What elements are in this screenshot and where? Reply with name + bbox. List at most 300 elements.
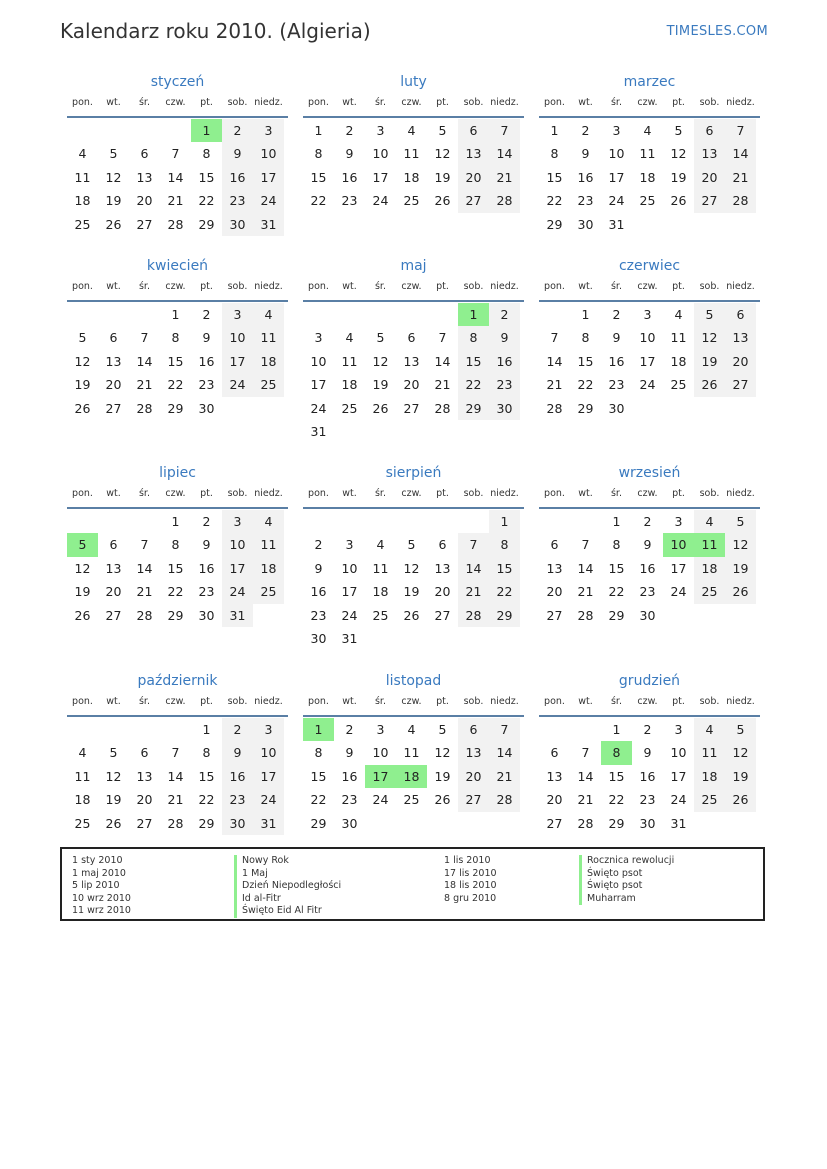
day-cell: 23 — [489, 373, 520, 396]
days-grid — [303, 718, 524, 835]
day-cell: 5 — [438, 123, 447, 138]
legend-holiday-name: Święto psot — [579, 880, 674, 893]
day-cell: 27 — [105, 400, 122, 416]
weekday-label: czw. — [637, 696, 658, 707]
holiday-day: 10 — [663, 533, 694, 556]
weekday-label: pt. — [200, 97, 213, 108]
day-cell: 19 — [694, 350, 725, 373]
day-cell: 26 — [725, 580, 756, 603]
day-cell: 27 — [136, 216, 153, 232]
day-cell: 22 — [458, 373, 489, 396]
day-cell: 8 — [314, 745, 323, 761]
day-cell: 13 — [725, 326, 756, 349]
day-cell: 25 — [403, 193, 420, 209]
month-6 — [539, 256, 760, 420]
day-cell: 21 — [136, 377, 153, 393]
empty-cell — [539, 718, 570, 741]
day-cell: 7 — [438, 330, 447, 346]
day-cell: 18 — [341, 377, 358, 393]
day-cell: 26 — [725, 788, 756, 811]
legend-dates-right — [444, 855, 497, 905]
weekday-label: pon. — [308, 696, 329, 707]
day-cell: 14 — [434, 353, 451, 369]
day-cell: 20 — [136, 193, 153, 209]
day-cell: 6 — [407, 330, 416, 346]
day-cell: 10 — [222, 533, 253, 556]
weekday-label: śr. — [610, 488, 622, 499]
day-cell: 24 — [372, 193, 389, 209]
day-cell: 3 — [376, 722, 385, 737]
day-cell: 21 — [434, 377, 451, 393]
holiday-day: 18 — [396, 765, 427, 788]
empty-cell — [129, 119, 160, 142]
day-cell: 8 — [550, 146, 559, 162]
days-grid — [67, 119, 288, 236]
days-grid — [67, 718, 288, 835]
day-cell: 12 — [74, 560, 91, 576]
day-cell: 23 — [639, 584, 656, 600]
empty-cell — [303, 510, 334, 533]
weekday-label: śr. — [138, 97, 150, 108]
day-cell: 10 — [670, 745, 687, 761]
day-cell: 24 — [639, 377, 656, 393]
day-cell: 26 — [670, 193, 687, 209]
day-cell: 19 — [434, 169, 451, 185]
empty-cell — [539, 303, 570, 326]
day-cell: 24 — [253, 189, 284, 212]
day-cell: 5 — [78, 330, 87, 346]
weekday-label: śr. — [374, 281, 386, 292]
day-cell: 11 — [403, 146, 420, 162]
day-cell: 25 — [74, 216, 91, 232]
day-cell: 28 — [167, 216, 184, 232]
day-cell: 30 — [608, 400, 625, 416]
day-cell: 23 — [341, 792, 358, 808]
day-cell: 17 — [341, 584, 358, 600]
weekday-label: niedz. — [726, 488, 755, 499]
day-cell: 11 — [341, 353, 358, 369]
day-cell: 29 — [458, 397, 489, 420]
day-cell: 22 — [310, 792, 327, 808]
days-grid — [303, 510, 524, 650]
day-cell: 19 — [670, 169, 687, 185]
days-grid — [539, 303, 760, 420]
day-cell: 9 — [202, 537, 211, 553]
weekday-label: pt. — [672, 281, 685, 292]
weekday-label: niedz. — [726, 696, 755, 707]
month-11 — [303, 671, 524, 835]
day-cell: 3 — [674, 722, 683, 737]
day-cell: 10 — [372, 745, 389, 761]
day-cell: 14 — [167, 768, 184, 784]
day-cell: 5 — [407, 537, 416, 553]
weekday-label: pon. — [308, 488, 329, 499]
weekday-header — [539, 280, 760, 302]
weekday-label: pon. — [544, 488, 565, 499]
day-cell: 10 — [253, 741, 284, 764]
empty-cell — [129, 718, 160, 741]
day-cell: 3 — [222, 303, 253, 326]
weekday-label: wt. — [342, 281, 357, 292]
day-cell: 4 — [407, 722, 416, 737]
weekday-label: niedz. — [490, 281, 519, 292]
day-cell: 25 — [670, 377, 687, 393]
day-cell: 17 — [253, 166, 284, 189]
page-title: Kalendarz roku 2010. (Algieria) — [60, 19, 371, 43]
month-name: styczeń — [150, 74, 205, 90]
day-cell: 7 — [458, 533, 489, 556]
weekday-label: pon. — [72, 281, 93, 292]
day-cell: 31 — [222, 604, 253, 627]
day-cell: 7 — [171, 146, 180, 162]
day-cell: 22 — [310, 193, 327, 209]
day-cell: 19 — [105, 792, 122, 808]
legend-holiday-name: Święto Eid Al Fitr — [234, 905, 341, 918]
day-cell: 13 — [105, 353, 122, 369]
day-cell: 3 — [612, 123, 621, 138]
empty-cell — [396, 510, 427, 533]
day-cell: 17 — [310, 377, 327, 393]
weekday-label: śr. — [138, 488, 150, 499]
day-cell: 7 — [725, 119, 756, 142]
day-cell: 30 — [639, 607, 656, 623]
day-cell: 6 — [550, 537, 559, 553]
weekday-label: czw. — [401, 696, 422, 707]
day-cell: 4 — [674, 307, 683, 322]
day-cell: 26 — [694, 373, 725, 396]
weekday-label: czw. — [165, 696, 186, 707]
day-cell: 27 — [136, 815, 153, 831]
day-cell: 1 — [171, 307, 180, 322]
day-cell: 28 — [458, 604, 489, 627]
days-grid — [539, 718, 760, 835]
empty-cell — [539, 510, 570, 533]
day-cell: 29 — [198, 815, 215, 831]
day-cell: 1 — [314, 123, 323, 138]
day-cell: 29 — [546, 216, 563, 232]
legend-holiday-name: Muharram — [579, 893, 674, 906]
day-cell: 14 — [167, 169, 184, 185]
day-cell: 5 — [725, 510, 756, 533]
day-cell: 28 — [489, 189, 520, 212]
month-name: październik — [137, 673, 218, 689]
month-8 — [303, 463, 524, 650]
weekday-label: sob. — [699, 97, 720, 108]
day-cell: 10 — [639, 330, 656, 346]
day-cell: 9 — [222, 741, 253, 764]
day-cell: 15 — [577, 353, 594, 369]
empty-cell — [98, 119, 129, 142]
day-cell: 16 — [489, 350, 520, 373]
day-cell: 11 — [694, 741, 725, 764]
day-cell: 15 — [608, 768, 625, 784]
day-cell: 19 — [74, 377, 91, 393]
day-cell: 14 — [546, 353, 563, 369]
day-cell: 16 — [198, 560, 215, 576]
day-cell: 26 — [105, 216, 122, 232]
empty-cell — [160, 119, 191, 142]
weekday-header — [303, 96, 524, 118]
day-cell: 21 — [577, 584, 594, 600]
weekday-header — [303, 280, 524, 302]
day-cell: 24 — [253, 788, 284, 811]
weekday-header — [539, 96, 760, 118]
legend-names-left — [234, 855, 341, 918]
day-cell: 5 — [376, 330, 385, 346]
day-cell: 19 — [725, 765, 756, 788]
legend-date: 8 gru 2010 — [444, 892, 497, 904]
day-cell: 6 — [140, 745, 149, 761]
day-cell: 18 — [74, 792, 91, 808]
days-grid — [539, 510, 760, 627]
day-cell: 2 — [222, 119, 253, 142]
day-cell: 28 — [434, 400, 451, 416]
legend-date: 1 maj 2010 — [72, 867, 126, 879]
holiday-day: 8 — [601, 741, 632, 764]
day-cell: 4 — [643, 123, 652, 138]
legend-holiday-name: Id al-Fitr — [234, 893, 341, 906]
day-cell: 23 — [222, 189, 253, 212]
legend-holiday-name: Dzień Niepodległości — [234, 880, 341, 893]
day-cell: 30 — [198, 400, 215, 416]
weekday-header — [67, 695, 288, 717]
day-cell: 22 — [577, 377, 594, 393]
month-name: lipiec — [159, 465, 196, 481]
legend-date: 17 lis 2010 — [444, 867, 497, 879]
weekday-label: śr. — [138, 281, 150, 292]
day-cell: 8 — [171, 330, 180, 346]
empty-cell — [570, 718, 601, 741]
day-cell: 24 — [341, 607, 358, 623]
day-cell: 20 — [105, 377, 122, 393]
holiday-day: 11 — [694, 533, 725, 556]
weekday-label: wt. — [578, 281, 593, 292]
day-cell: 14 — [458, 557, 489, 580]
day-cell: 7 — [171, 745, 180, 761]
day-cell: 16 — [608, 353, 625, 369]
days-grid — [539, 119, 760, 236]
day-cell: 14 — [725, 142, 756, 165]
legend-date: 11 wrz 2010 — [72, 905, 131, 917]
day-cell: 6 — [725, 303, 756, 326]
day-cell: 20 — [546, 792, 563, 808]
day-cell: 25 — [403, 792, 420, 808]
day-cell: 9 — [581, 146, 590, 162]
weekday-label: sob. — [463, 281, 484, 292]
weekday-header — [67, 96, 288, 118]
day-cell: 12 — [105, 768, 122, 784]
day-cell: 16 — [639, 768, 656, 784]
weekday-label: pt. — [672, 97, 685, 108]
day-cell: 2 — [612, 307, 621, 322]
day-cell: 9 — [643, 745, 652, 761]
day-cell: 24 — [670, 792, 687, 808]
day-cell: 11 — [74, 768, 91, 784]
day-cell: 10 — [253, 142, 284, 165]
empty-cell — [67, 718, 98, 741]
day-cell: 30 — [489, 397, 520, 420]
weekday-label: śr. — [610, 97, 622, 108]
day-cell: 12 — [434, 745, 451, 761]
day-cell: 30 — [222, 812, 253, 835]
day-cell: 27 — [105, 607, 122, 623]
day-cell: 20 — [725, 350, 756, 373]
weekday-label: śr. — [610, 281, 622, 292]
day-cell: 29 — [167, 400, 184, 416]
day-cell: 30 — [310, 630, 327, 646]
weekday-label: niedz. — [254, 281, 283, 292]
empty-cell — [458, 510, 489, 533]
day-cell: 19 — [434, 768, 451, 784]
day-cell: 23 — [310, 607, 327, 623]
day-cell: 5 — [438, 722, 447, 737]
day-cell: 13 — [546, 768, 563, 784]
day-cell: 6 — [694, 119, 725, 142]
day-cell: 13 — [403, 353, 420, 369]
day-cell: 8 — [581, 330, 590, 346]
day-cell: 14 — [136, 353, 153, 369]
day-cell: 9 — [314, 560, 323, 576]
weekday-label: czw. — [401, 281, 422, 292]
day-cell: 3 — [222, 510, 253, 533]
day-cell: 9 — [345, 745, 354, 761]
day-cell: 16 — [341, 768, 358, 784]
day-cell: 14 — [489, 741, 520, 764]
weekday-header — [539, 487, 760, 509]
holiday-day: 1 — [303, 718, 334, 741]
day-cell: 8 — [458, 326, 489, 349]
day-cell: 28 — [489, 788, 520, 811]
weekday-label: sob. — [227, 696, 248, 707]
day-cell: 4 — [694, 510, 725, 533]
day-cell: 4 — [376, 537, 385, 553]
day-cell: 4 — [253, 510, 284, 533]
day-cell: 10 — [222, 326, 253, 349]
month-9 — [539, 463, 760, 627]
day-cell: 18 — [670, 353, 687, 369]
day-cell: 17 — [608, 169, 625, 185]
day-cell: 27 — [546, 815, 563, 831]
day-cell: 3 — [314, 330, 323, 346]
day-cell: 7 — [140, 537, 149, 553]
day-cell: 18 — [639, 169, 656, 185]
day-cell: 18 — [694, 765, 725, 788]
weekday-label: wt. — [106, 97, 121, 108]
site-link[interactable]: TIMESLES.COM — [666, 24, 768, 39]
day-cell: 25 — [341, 400, 358, 416]
day-cell: 29 — [608, 815, 625, 831]
weekday-label: niedz. — [254, 97, 283, 108]
day-cell: 28 — [577, 815, 594, 831]
day-cell: 10 — [608, 146, 625, 162]
day-cell: 6 — [140, 146, 149, 162]
days-grid — [303, 119, 524, 213]
day-cell: 17 — [670, 560, 687, 576]
weekday-label: pon. — [544, 696, 565, 707]
day-cell: 29 — [310, 815, 327, 831]
day-cell: 20 — [546, 584, 563, 600]
day-cell: 24 — [222, 373, 253, 396]
month-4 — [67, 256, 288, 420]
day-cell: 28 — [546, 400, 563, 416]
day-cell: 25 — [694, 788, 725, 811]
weekday-header — [303, 695, 524, 717]
day-cell: 11 — [403, 745, 420, 761]
day-cell: 11 — [74, 169, 91, 185]
weekday-label: śr. — [138, 696, 150, 707]
empty-cell — [129, 510, 160, 533]
weekday-label: pon. — [72, 97, 93, 108]
weekday-label: pt. — [672, 696, 685, 707]
day-cell: 14 — [136, 560, 153, 576]
day-cell: 17 — [222, 557, 253, 580]
day-cell: 15 — [458, 350, 489, 373]
weekday-label: wt. — [106, 696, 121, 707]
day-cell: 13 — [136, 169, 153, 185]
day-cell: 20 — [458, 166, 489, 189]
weekday-header — [67, 487, 288, 509]
day-cell: 10 — [372, 146, 389, 162]
holiday-legend — [60, 847, 765, 921]
day-cell: 30 — [577, 216, 594, 232]
weekday-label: niedz. — [490, 696, 519, 707]
empty-cell — [396, 303, 427, 326]
legend-holiday-name: Rocznica rewolucji — [579, 855, 674, 868]
day-cell: 9 — [345, 146, 354, 162]
day-cell: 15 — [198, 768, 215, 784]
day-cell: 6 — [109, 330, 118, 346]
weekday-label: śr. — [374, 97, 386, 108]
day-cell: 1 — [581, 307, 590, 322]
empty-cell — [98, 303, 129, 326]
day-cell: 22 — [167, 377, 184, 393]
day-cell: 27 — [458, 189, 489, 212]
weekday-label: sob. — [463, 696, 484, 707]
empty-cell — [160, 718, 191, 741]
legend-dates-left — [72, 855, 131, 918]
legend-date: 1 lis 2010 — [444, 855, 491, 866]
weekday-label: czw. — [637, 488, 658, 499]
day-cell: 5 — [725, 718, 756, 741]
day-cell: 26 — [74, 607, 91, 623]
weekday-label: pt. — [436, 488, 449, 499]
day-cell: 4 — [253, 303, 284, 326]
day-cell: 23 — [577, 193, 594, 209]
weekday-label: niedz. — [490, 488, 519, 499]
day-cell: 30 — [198, 607, 215, 623]
weekday-label: pon. — [544, 97, 565, 108]
day-cell: 18 — [253, 350, 284, 373]
weekday-label: czw. — [401, 97, 422, 108]
weekday-label: pon. — [72, 696, 93, 707]
day-cell: 12 — [403, 560, 420, 576]
weekday-label: czw. — [401, 488, 422, 499]
weekday-header — [67, 280, 288, 302]
day-cell: 6 — [438, 537, 447, 553]
empty-cell — [67, 510, 98, 533]
day-cell: 17 — [222, 350, 253, 373]
day-cell: 9 — [489, 326, 520, 349]
weekday-label: pon. — [308, 97, 329, 108]
weekday-label: sob. — [699, 488, 720, 499]
day-cell: 12 — [105, 169, 122, 185]
day-cell: 27 — [403, 400, 420, 416]
legend-date: 1 sty 2010 — [72, 855, 123, 866]
day-cell: 21 — [546, 377, 563, 393]
day-cell: 1 — [489, 510, 520, 533]
day-cell: 31 — [341, 630, 358, 646]
day-cell: 22 — [608, 792, 625, 808]
